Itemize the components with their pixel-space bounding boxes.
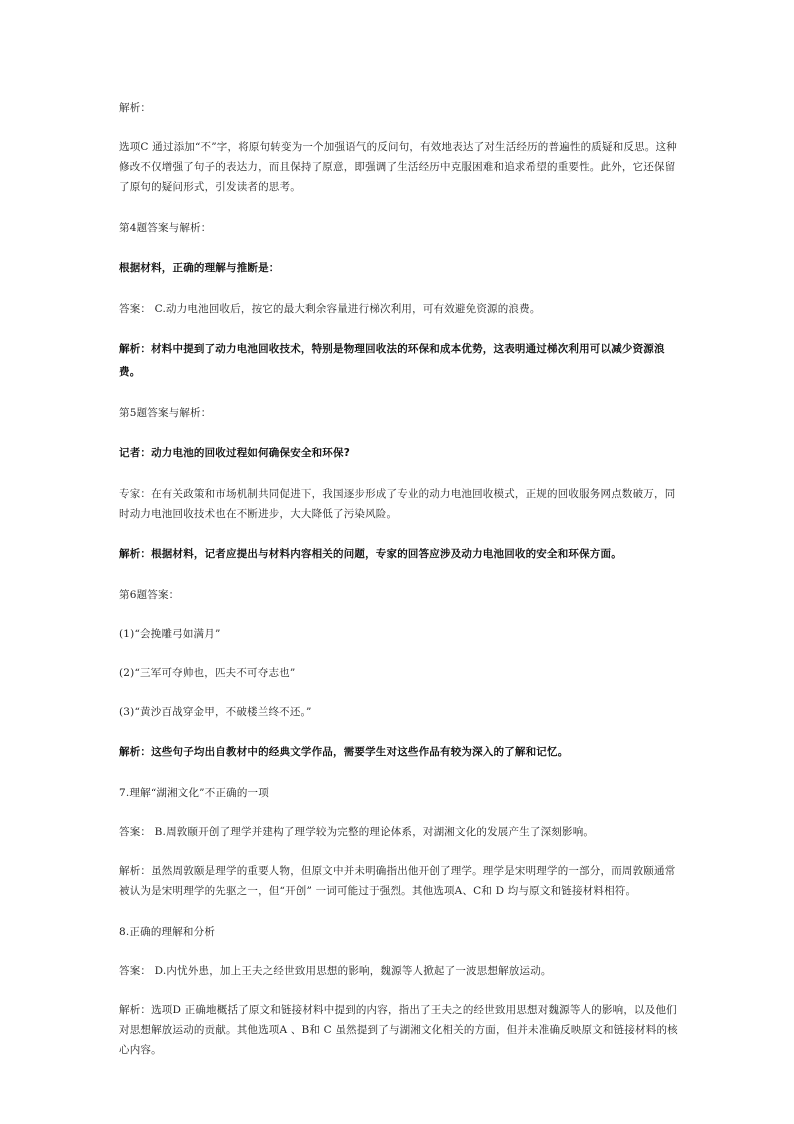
q5-analysis: 解析：根据材料，记者应提出与材料内容相关的问题，专家的回答应涉及动力电池回收的安全和环保方面。 [119, 548, 622, 560]
analysis-paragraph: 选项C 通过添加“不”字，将原句转变为一个加强语气的反问句，有效地表达了对生活经历的普遍性的质疑和反思。这种修改不仅增强了句子的表达力，而且保持了原意，即强调了生活经历中克服困难和追求希望的重要性。此外，它还保留了原句的疑问形式，引发读者的思考。 [119, 141, 677, 193]
q5-expert-answer: 专家：在有关政策和市场机制共同促进下，我国逐步形成了专业的动力电池回收模式，正规的回收服务网点数破万，同时动力电池回收技术也在不断进步，大大降低了污染风险。 [119, 488, 676, 520]
q8-answer: 答案： D.内忧外患，加上王夫之经世致用思想的影响，魏源等人掀起了一波思想解放运动。 [119, 965, 552, 977]
q5-reporter-question: 记者：动力电池的回收过程如何确保安全和环保? [119, 447, 350, 459]
q7-analysis: 解析：虽然周敦颐是理学的重要人物，但原文中并未明确指出他开创了理学。理学是宋明理学的一部分，而周敦颐通常被认为是宋明理学的先驱之一，但“开创” 一词可能过于强烈。其他选项A、C和 D 均与原文和链接材料相符。 [119, 865, 676, 897]
q6-heading: 第6题答案： [119, 589, 180, 601]
q6-answer-2: (2)“三军可夺帅也，匹夫不可夺志也” [119, 667, 296, 679]
q4-answer: 答案： C.动力电池回收后，按它的最大剩余容量进行梯次利用，可有效避免资源的浪费。 [119, 303, 541, 315]
q4-heading: 第4题答案与解析： [119, 222, 212, 234]
q7-answer: 答案： B.周敦颐开创了理学并建构了理学较为完整的理论体系，对湖湘文化的发展产生了深刻影响。 [119, 826, 595, 838]
q4-analysis: 解析：材料中提到了动力电池回收技术，特别是物理回收法的环保和成本优势，这表明通过梯次利用可以减少资源浪费。 [119, 343, 665, 378]
q6-answer-1: (1)“会挽雕弓如满月” [119, 628, 221, 640]
q7-heading: 7.理解“湖湘文化”不正确的一项 [119, 787, 269, 799]
document-body [119, 98, 679, 1060]
q6-answer-3: (3)“黄沙百战穿金甲，不破楼兰终不还。” [119, 706, 312, 718]
analysis-heading: 解析： [119, 102, 152, 114]
q6-analysis: 解析：这些句子均出自教材中的经典文学作品，需要学生对这些作品有较为深入的了解和记忆。 [119, 746, 569, 758]
q8-analysis: 解析：选项D 正确地概括了原文和链接材料中提到的内容，指出了王夫之的经世致用思想对魏源等人的影响，以及他们对思想解放运动的贡献。其他选项A 、B和 C 虽然提到了与湖湘文化相关的方面，但并未准确反映原文和链接材料的核心内容。 [119, 1004, 678, 1056]
q5-heading: 第5题答案与解析： [119, 407, 212, 419]
q4-prompt: 根据材料，正确的理解与推断是： [119, 262, 280, 274]
q8-heading: 8.正确的理解和分析 [119, 926, 216, 938]
